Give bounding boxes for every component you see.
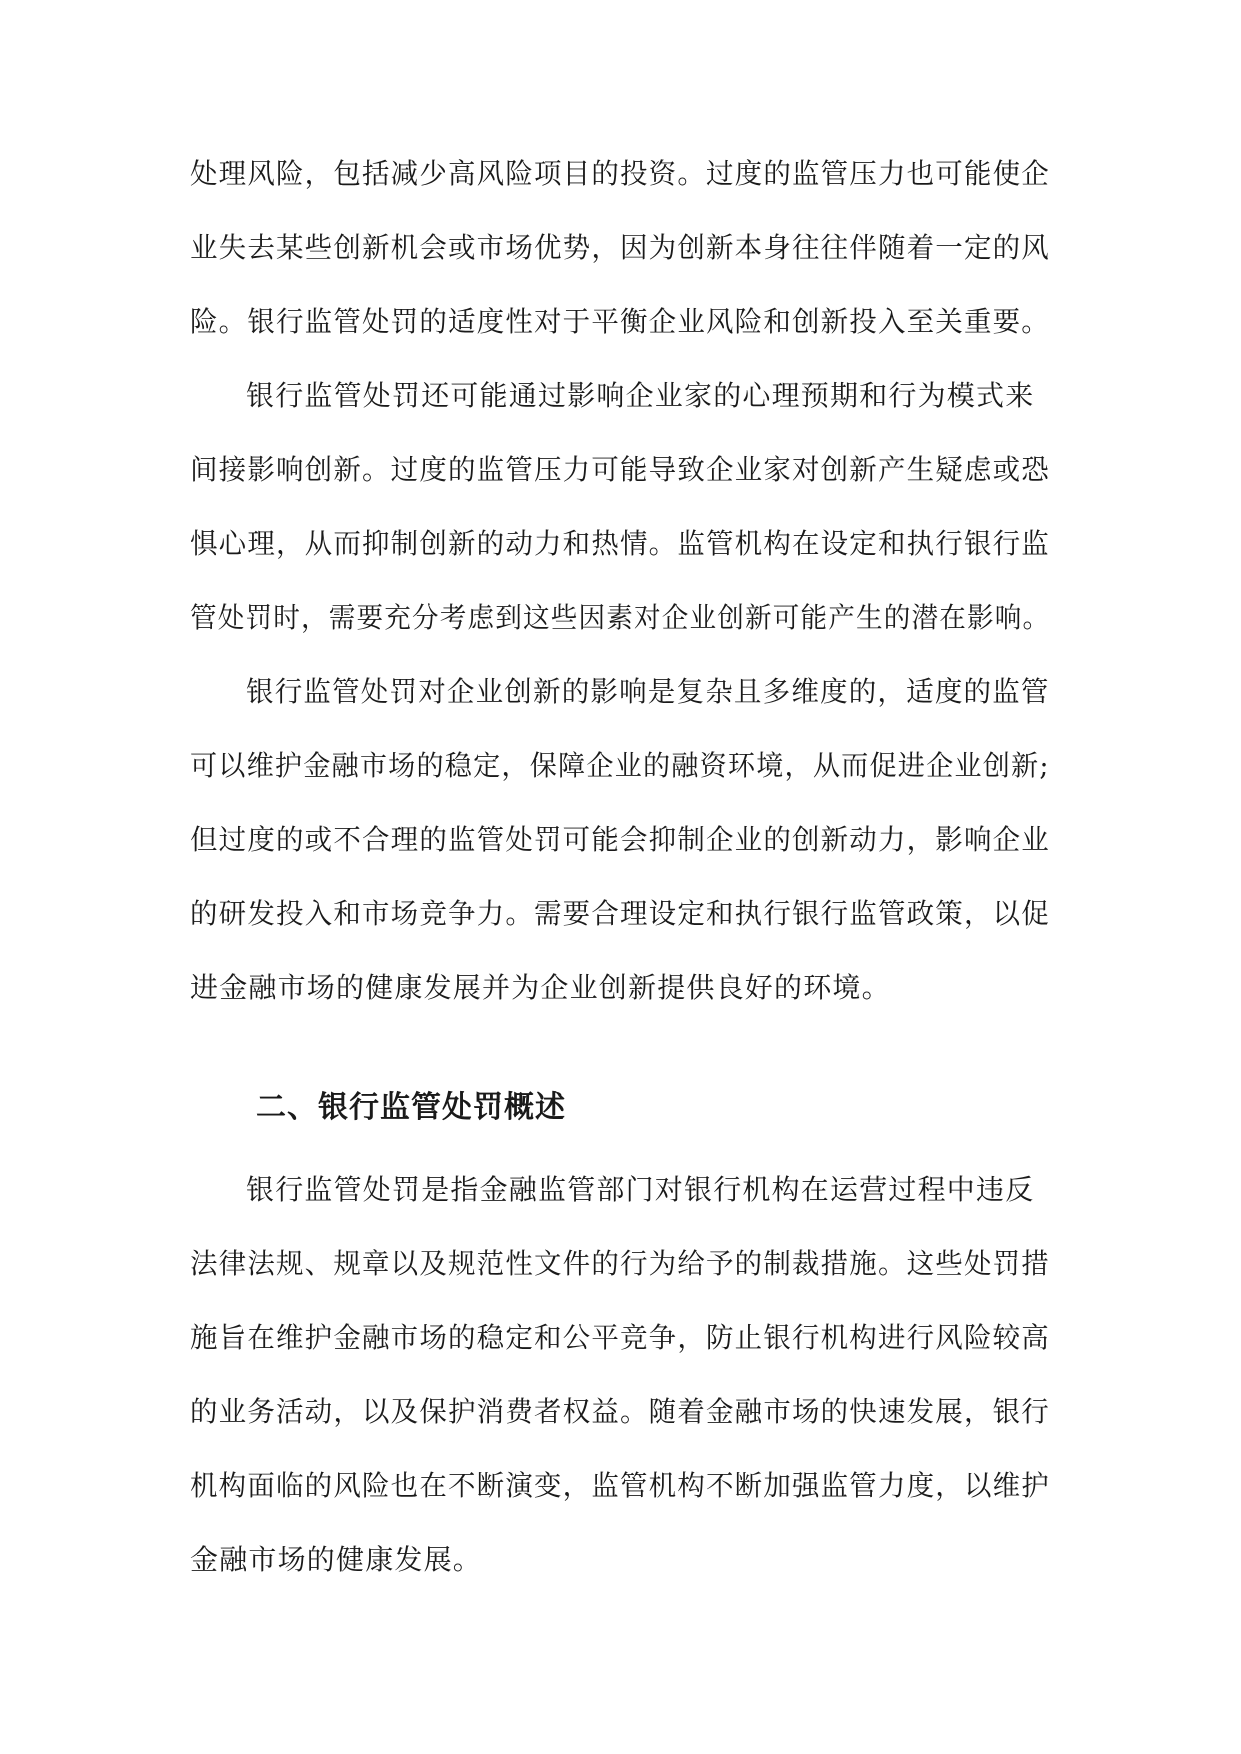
section-paragraph-line-4: 的业务活动，以及保护消费者权益。随着金融市场的快速发展，银行 [190,1395,1050,1428]
section-paragraph-line-2: 法律法规、规章以及规范性文件的行为给予的制裁措施。这些处罚措 [190,1247,1050,1280]
section-paragraph-line-3: 施旨在维护金融市场的稳定和公平竞争，防止银行机构进行风险较高 [190,1321,1050,1354]
paragraph-2-line-4: 管处罚时，需要充分考虑到这些因素对企业创新可能产生的潜在影响。 [190,601,1051,634]
paragraph-1-line-1: 处理风险，包括减少高风险项目的投资。过度的监管压力也可能使企 [190,157,1050,190]
paragraph-3-line-2: 可以维护金融市场的稳定，保障企业的融资环境，从而促进企业创新; [190,749,1050,782]
paragraph-3-line-4: 的研发投入和市场竞争力。需要合理设定和执行银行监管政策，以促 [190,897,1050,930]
paragraph-1-line-3: 险。银行监管处罚的适度性对于平衡企业风险和创新投入至关重要。 [190,305,1050,338]
paragraph-1-line-2: 业失去某些创新机会或市场优势，因为创新本身往往伴随着一定的风 [190,231,1050,264]
paragraph-3-line-1: 银行监管处罚对企业创新的影响是复杂且多维度的，适度的监管 [246,675,1050,708]
paragraph-2-line-1: 银行监管处罚还可能通过影响企业家的心理预期和行为模式来 [246,379,1035,412]
section-paragraph-line-5: 机构面临的风险也在不断演变，监管机构不断加强监管力度，以维护 [190,1469,1050,1502]
section-heading: 二、银行监管处罚概述 [256,1090,566,1125]
paragraph-2-line-2: 间接影响创新。过度的监管压力可能导致企业家对创新产生疑虑或恐 [190,453,1050,486]
paragraph-3-line-3: 但过度的或不合理的监管处罚可能会抑制企业的创新动力，影响企业 [190,823,1050,856]
paragraph-3-line-5: 进金融市场的健康发展并为企业创新提供良好的环境。 [190,971,891,1004]
section-paragraph-line-1: 银行监管处罚是指金融监管部门对银行机构在运营过程中违反 [246,1173,1035,1206]
paragraph-2-line-3: 惧心理，从而抑制创新的动力和热情。监管机构在设定和执行银行监 [190,527,1050,560]
section-paragraph-line-6: 金融市场的健康发展。 [190,1543,483,1576]
